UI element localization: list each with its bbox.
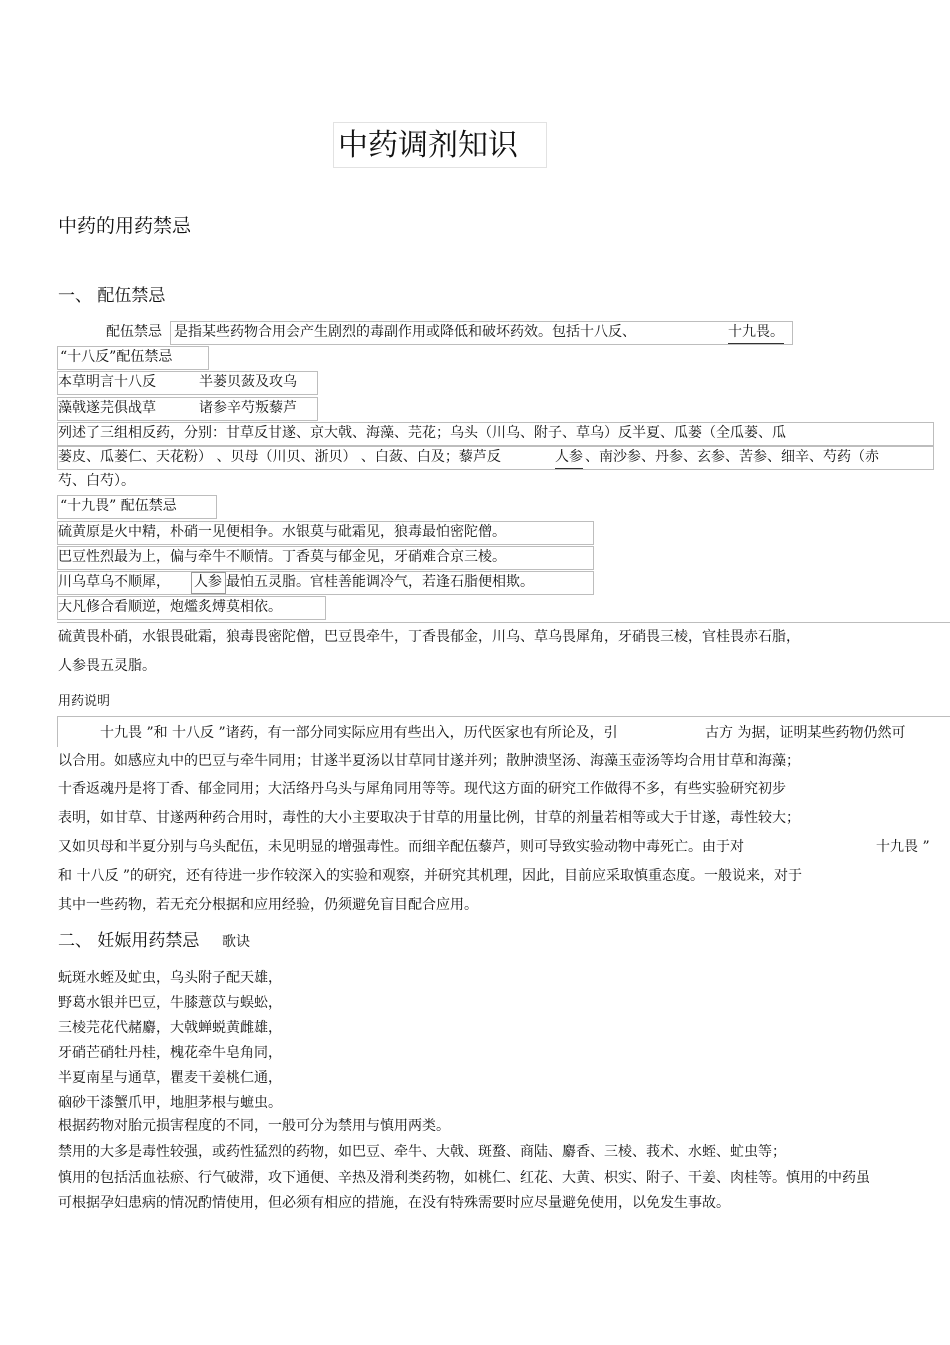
fan18-desc2a: 蒌皮、瓜蒌仁、天花粉） 、贝母（川贝、浙贝） 、白蔹、白及；藜芦反 <box>58 449 501 465</box>
usage-p1a: 十九畏 ”和 十八反 ”诸药，有一部分同实际应用有些出入，历代医家也有所论及，引 <box>100 725 618 741</box>
pregnancy-verse: 三棱芫花代赭麝，大戟蝉蜕黄雌雄， <box>58 1020 282 1036</box>
fan18-desc1: 列述了三组相反药，分别：甘草反甘遂、京大戟、海藻、芫花；乌头（川乌、附子、草乌）反半夏、瓜蒌（全瓜蒌、瓜 <box>58 425 786 441</box>
wei19-verse3b: 最怕五灵脂。官桂善能调冷气，若逢石脂便相欺。 <box>226 574 534 590</box>
usage-p1b: 古方 为据，证明某些药物仍然可 <box>705 725 906 741</box>
fan18-desc2b: 、南沙参、丹参、玄参、苦参、细辛、芍药（赤 <box>585 449 879 465</box>
fan18-heading: “十八反”配伍禁忌 <box>60 349 173 365</box>
wei19-verse3-term: 人参 <box>194 574 222 590</box>
pregnancy-verse: 牙硝芒硝牡丹桂，槐花牵牛皂角同， <box>58 1045 282 1061</box>
usage-p7: 其中一些药物，若无充分根据和应用经验，仍须避免盲目配合应用。 <box>58 897 478 913</box>
pregnancy-p4: 可根据孕妇患病的情况酌情使用，但必须有相应的措施，在没有特殊需要时应尽量避免使用，以免发生事故。 <box>58 1195 730 1211</box>
intro-text: 是指某些药物合用会产生剧烈的毒副作用或降低和破坏药效。包括十八反、 <box>174 324 636 340</box>
fan18-verse2b: 诸参辛芍叛藜芦 <box>199 400 297 416</box>
pregnancy-verse: 半夏南星与通草，瞿麦干姜桃仁通， <box>58 1070 282 1086</box>
usage-p3: 十香返魂丹是将丁香、郁金同用；大活络丹乌头与犀角同用等等。现代这方面的研究工作做得不多，有些实验研究初步 <box>58 781 786 797</box>
usage-p2: 以合用。如感应丸中的巴豆与牵牛同用；甘遂半夏汤以甘草同甘遂并列；散肿溃坚汤、海藻玉壶汤等均合用甘草和海藻； <box>58 753 800 769</box>
section1-heading: 一、 配伍禁忌 <box>58 286 166 306</box>
usage-heading: 用药说明 <box>58 694 111 709</box>
fan18-desc2-term: 人参 <box>555 447 583 469</box>
usage-p5b: 十九畏 ” <box>876 839 930 855</box>
page-title: 中药调剂知识 <box>338 128 518 163</box>
pregnancy-p3: 慎用的包括活血祛瘀、行气破滞，攻下通便、辛热及滑利类药物，如桃仁、红花、大黄、枳实、附子、干姜、肉桂等。慎用的中药虽 <box>58 1170 870 1186</box>
wei19-verse4: 大凡修合看顺逆，炮爁炙煿莫相依。 <box>58 599 282 615</box>
fan18-verse1a: 本草明言十八反 <box>58 374 156 390</box>
intro-end: 十九畏。 <box>728 322 784 344</box>
wei19-heading: “十九畏” 配伍禁忌 <box>60 498 177 514</box>
pregnancy-p1: 根据药物对胎元损害程度的不同，一般可分为禁用与慎用两类。 <box>58 1118 450 1134</box>
fan18-verse1b: 半蒌贝蔹及攻乌 <box>199 374 297 390</box>
intro-term: 配伍禁忌 <box>106 324 162 340</box>
pregnancy-verse: 野葛水银并巴豆，牛膝薏苡与蜈蚣， <box>58 995 282 1011</box>
pregnancy-verse: 蚖斑水蛭及虻虫，乌头附子配天雄， <box>58 970 282 986</box>
section2-heading-suffix: 歌诀 <box>222 934 250 950</box>
fan18-desc3: 芍、白芍）。 <box>58 473 135 489</box>
usage-p4: 表明，如甘草、甘遂两种药合用时，毒性的大小主要取决于甘草的用量比例，甘草的剂量若相等或大于甘遂，毒性较大； <box>58 810 800 826</box>
fan18-verse2a: 藻戟遂芫俱战草 <box>58 400 156 416</box>
pregnancy-verse: 硇砂干漆蟹爪甲，地胆茅根与蟅虫。 <box>58 1095 282 1111</box>
pregnancy-p2: 禁用的大多是毒性较强，或药性猛烈的药物，如巴豆、牵牛、大戟、斑蝥、商陆、麝香、三棱、莪术、水蛭、虻虫等； <box>58 1144 786 1160</box>
usage-p6: 和 十八反 ”的研究，还有待进一步作较深入的实验和观察，并研究其机理，因此，目前应采取慎重态度。一般说来，对于 <box>58 868 803 884</box>
main-heading: 中药的用药禁忌 <box>58 215 192 237</box>
wei19-summary1: 硫黄畏朴硝，水银畏砒霜，狼毒畏密陀僧，巴豆畏牵牛，丁香畏郁金，川乌、草乌畏犀角，牙硝畏三棱，官桂畏赤石脂， <box>58 629 800 645</box>
section2-heading: 二、 妊娠用药禁忌 <box>58 931 200 951</box>
usage-p5a: 又如贝母和半夏分别与乌头配伍，未见明显的增强毒性。而细辛配伍藜芦，则可导致实验动物中毒死亡。由于对 <box>58 839 744 855</box>
wei19-verse1: 硫黄原是火中精，朴硝一见便相争。水银莫与砒霜见，狼毒最怕密陀僧。 <box>58 524 506 540</box>
wei19-verse2: 巴豆性烈最为上，偏与牵牛不顺情。丁香莫与郁金见，牙硝难合京三棱。 <box>58 549 506 565</box>
wei19-summary2: 人参畏五灵脂。 <box>58 658 156 674</box>
wei19-verse3a: 川乌草乌不顺犀， <box>58 574 170 590</box>
